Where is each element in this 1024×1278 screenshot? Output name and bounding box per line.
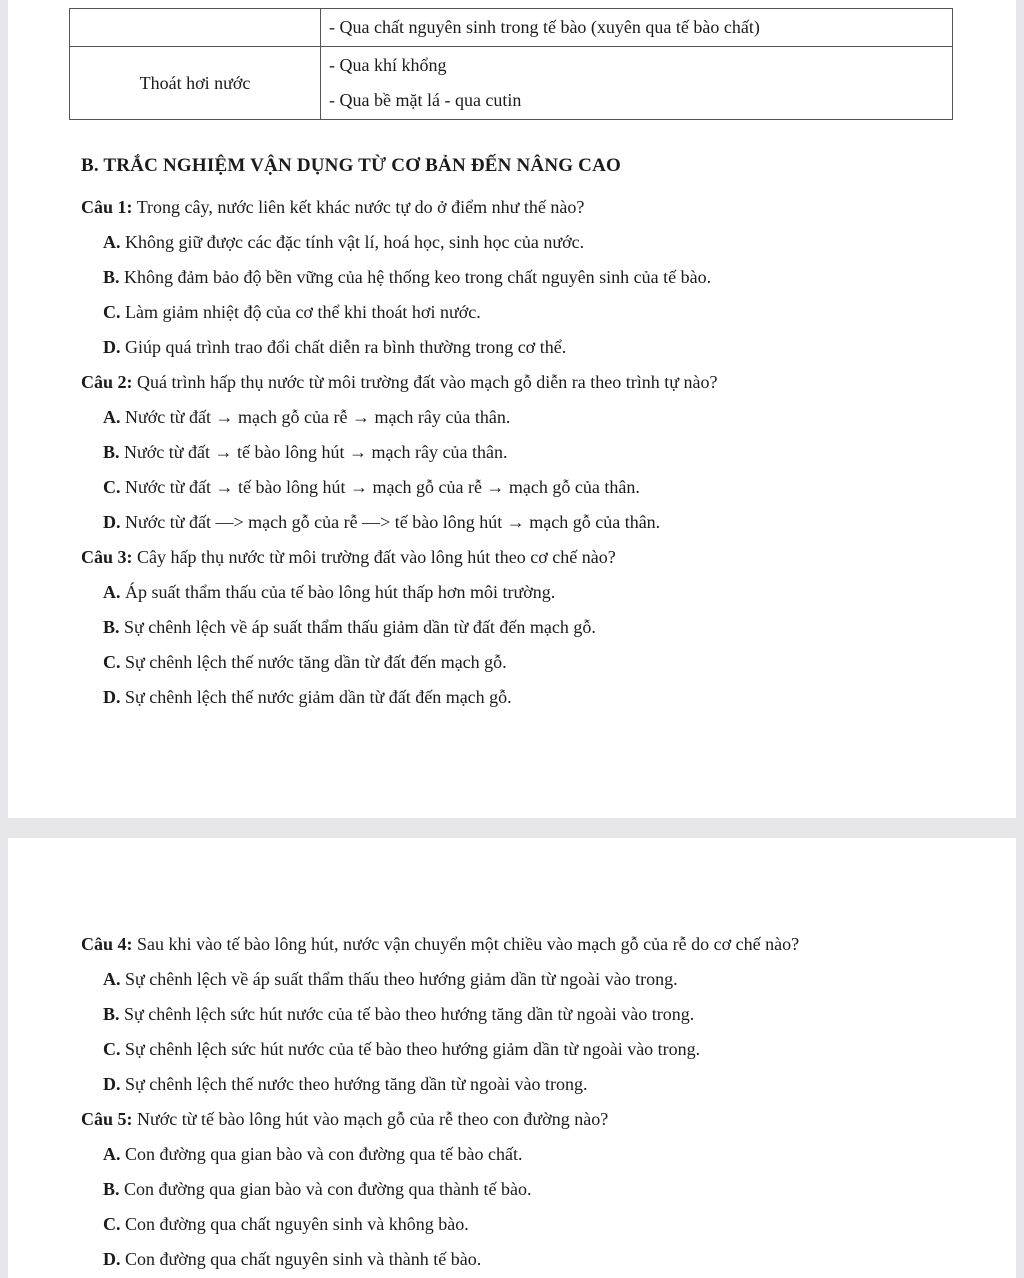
option-letter: A.: [103, 1144, 121, 1164]
option-text: Sự chênh lệch sức hút nước của tế bào theo hướng tăng dần từ ngoài vào trong.: [119, 1004, 695, 1024]
option-text: Không đảm bảo độ bền vững của hệ thống keo trong chất nguyên sinh của tế bào.: [119, 267, 712, 287]
option-text: Nước từ đất → mạch gỗ của rễ → mạch rây của thân.: [120, 407, 511, 427]
option-text: Áp suất thẩm thấu của tế bào lông hút thấp hơn môi trường.: [120, 582, 556, 602]
question-2-option-b: [103, 440, 507, 464]
table-cell-empty: [70, 9, 321, 47]
table-row: [70, 47, 953, 120]
option-text: Sự chênh lệch thế nước theo hướng tăng dần từ ngoài vào trong.: [120, 1074, 588, 1094]
table-cell-text: - Qua bề mặt lá - qua cutin: [329, 90, 522, 110]
question-5-option-c: [103, 1212, 469, 1236]
water-pathway-table: [69, 8, 953, 120]
option-letter: B.: [103, 617, 120, 637]
question-5-option-b: [103, 1177, 531, 1201]
option-letter: C.: [103, 652, 121, 672]
question-2: [81, 370, 717, 394]
question-1-option-a: [103, 230, 584, 254]
option-text: Con đường qua chất nguyên sinh và không bào.: [120, 1214, 469, 1234]
option-letter: A.: [103, 407, 121, 427]
question-label: Câu 4:: [81, 934, 133, 954]
option-letter: B.: [103, 1004, 120, 1024]
option-letter: D.: [103, 1074, 121, 1094]
question-4-option-d: [103, 1072, 587, 1096]
option-text: Con đường qua gian bào và con đường qua tế bào chất.: [120, 1144, 523, 1164]
question-3-option-c: [103, 650, 507, 674]
question-text: Sau khi vào tế bào lông hút, nước vận chuyển một chiều vào mạch gỗ của rễ do cơ chế nào?: [132, 934, 800, 954]
option-text: Sự chênh lệch thế nước tăng dần từ đất đến mạch gỗ.: [120, 652, 507, 672]
question-label: Câu 5:: [81, 1109, 133, 1129]
question-4-option-c: [103, 1037, 700, 1061]
question-3-option-b: [103, 615, 596, 639]
document-page-2: [8, 838, 1016, 1278]
question-2-option-d: [103, 510, 660, 534]
question-4-option-a: [103, 967, 678, 991]
option-letter: C.: [103, 477, 121, 497]
question-text: Quá trình hấp thụ nước từ môi trường đất vào mạch gỗ diễn ra theo trình tự nào?: [132, 372, 718, 392]
question-3-option-a: [103, 580, 555, 604]
option-text: Không giữ được các đặc tính vật lí, hoá học, sinh học của nước.: [120, 232, 585, 252]
question-4-option-b: [103, 1002, 694, 1026]
question-1: [81, 195, 584, 219]
section-title: B. TRẮC NGHIỆM VẬN DỤNG TỪ CƠ BẢN ĐẾN NÂNG CAO: [81, 155, 622, 176]
option-text: Nước từ đất → tế bào lông hút → mạch gỗ của rễ → mạch gỗ của thân.: [120, 477, 640, 497]
question-3: [81, 545, 616, 569]
question-5-option-a: [103, 1142, 522, 1166]
question-text: Nước từ tế bào lông hút vào mạch gỗ của rễ theo con đường nào?: [132, 1109, 609, 1129]
option-text: Sự chênh lệch thế nước giảm dần từ đất đến mạch gỗ.: [120, 687, 512, 707]
option-letter: A.: [103, 969, 121, 989]
question-label: Câu 2:: [81, 372, 133, 392]
option-letter: C.: [103, 1039, 121, 1059]
question-5-option-d: [103, 1247, 481, 1271]
question-text: Cây hấp thụ nước từ môi trường đất vào lông hút theo cơ chế nào?: [132, 547, 616, 567]
question-1-option-d: [103, 335, 566, 359]
question-5: [81, 1107, 608, 1131]
table-row: [70, 9, 953, 47]
option-letter: D.: [103, 1249, 121, 1269]
table-row-label: Thoát hơi nước: [70, 47, 321, 120]
option-text: Con đường qua gian bào và con đường qua thành tế bào.: [119, 1179, 532, 1199]
option-letter: D.: [103, 337, 121, 357]
option-letter: B.: [103, 1179, 120, 1199]
option-text: Con đường qua chất nguyên sinh và thành tế bào.: [120, 1249, 482, 1269]
question-3-option-d: [103, 685, 512, 709]
option-letter: B.: [103, 442, 120, 462]
option-text: Nước từ đất —> mạch gỗ của rễ —> tế bào lông hút → mạch gỗ của thân.: [120, 512, 661, 532]
question-1-option-b: [103, 265, 711, 289]
table-cell-text: - Qua khí khổng: [329, 55, 447, 75]
option-text: Giúp quá trình trao đổi chất diễn ra bình thường trong cơ thể.: [120, 337, 567, 357]
option-text: Sự chênh lệch về áp suất thẩm thấu theo hướng giảm dần từ ngoài vào trong.: [120, 969, 678, 989]
option-letter: A.: [103, 582, 121, 602]
option-letter: D.: [103, 512, 121, 532]
option-letter: A.: [103, 232, 121, 252]
question-2-option-a: [103, 405, 510, 429]
question-2-option-c: [103, 475, 640, 499]
option-letter: C.: [103, 302, 121, 322]
table-cell-text: - Qua chất nguyên sinh trong tế bào (xuyên qua tế bào chất): [329, 17, 760, 37]
question-text: Trong cây, nước liên kết khác nước tự do ở điểm như thế nào?: [132, 197, 585, 217]
option-text: Nước từ đất → tế bào lông hút → mạch rây của thân.: [119, 442, 508, 462]
document-page-1: [8, 0, 1016, 818]
question-1-option-c: [103, 300, 481, 324]
question-4: [81, 932, 799, 956]
option-letter: C.: [103, 1214, 121, 1234]
table-cell: [321, 9, 953, 47]
option-letter: B.: [103, 267, 120, 287]
question-label: Câu 3:: [81, 547, 133, 567]
option-letter: D.: [103, 687, 121, 707]
table-cell: [321, 47, 953, 120]
option-text: Sự chênh lệch về áp suất thẩm thấu giảm dần từ đất đến mạch gỗ.: [119, 617, 596, 637]
option-text: Làm giảm nhiệt độ của cơ thể khi thoát hơi nước.: [120, 302, 481, 322]
option-text: Sự chênh lệch sức hút nước của tế bào theo hướng giảm dần từ ngoài vào trong.: [120, 1039, 701, 1059]
question-label: Câu 1:: [81, 197, 133, 217]
